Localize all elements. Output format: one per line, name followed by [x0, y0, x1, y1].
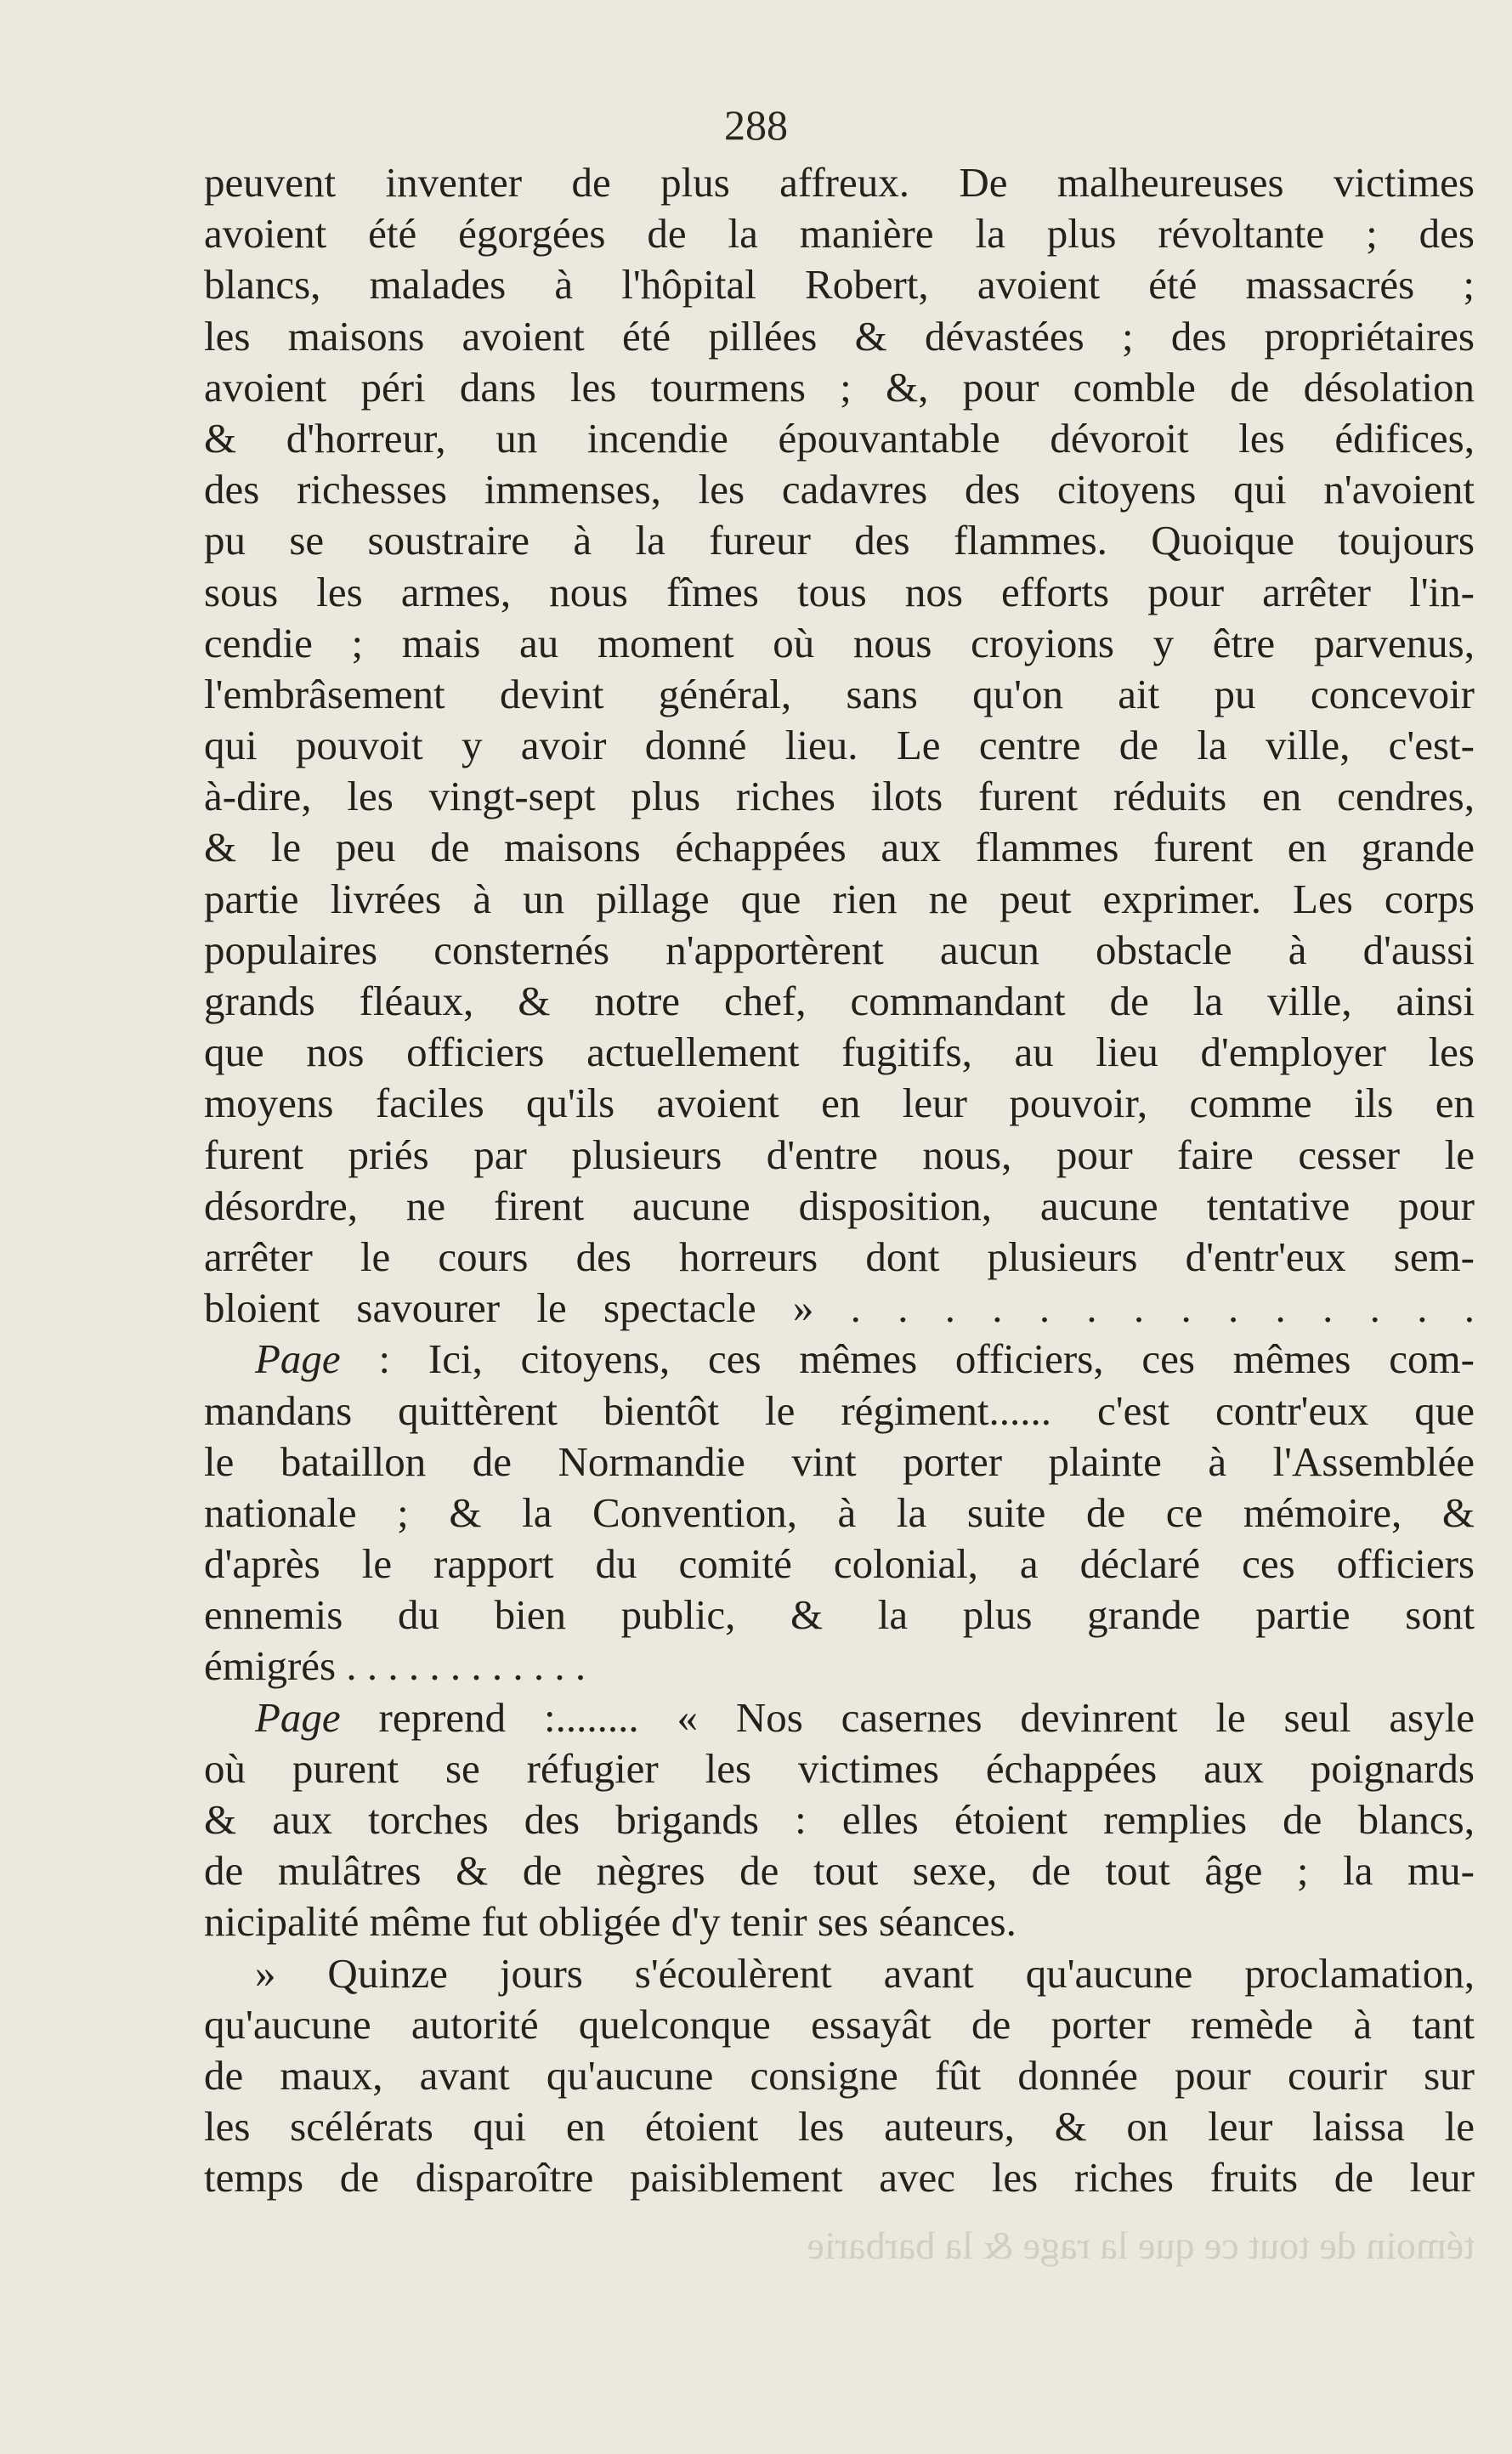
line-text: de mulâtres & de nègres de tout sexe, de tout âge ; la mu-	[204, 1847, 1475, 1895]
text-line	[204, 1130, 1475, 1181]
line-text: : Ici, citoyens, ces mêmes officiers, ces mêmes com-	[340, 1335, 1475, 1383]
line-text: les scélérats qui en étoient les auteurs, & on leur laissa le	[204, 2103, 1475, 2151]
line-text: & d'horreur, un incendie épouvantable dévoroit les édifices,	[204, 414, 1475, 462]
speaker-name: Page	[255, 1335, 341, 1383]
line-text: qui pouvoit y avoir donné lieu. Le centre de la ville, c'est-	[204, 722, 1475, 769]
line-text: le bataillon de Normandie vint porter plainte à l'Assemblée	[204, 1437, 1475, 1485]
text-line	[204, 771, 1475, 822]
text-line	[204, 1692, 1475, 1743]
text-line	[204, 1794, 1475, 1845]
text-line	[204, 157, 1475, 208]
text-line	[204, 1539, 1475, 1590]
text-line	[204, 208, 1475, 259]
line-text: nicipalité même fut obligée d'y tenir ses séances.	[204, 1898, 1016, 1946]
text-line	[204, 1181, 1475, 1232]
line-text: avoient péri dans les tourmens ; &, pour comble de désolation	[204, 363, 1475, 411]
line-text: temps de disparoître paisiblement avec les riches fruits de leur	[204, 2154, 1475, 2202]
text-line	[204, 1896, 1475, 1947]
text-line	[204, 1590, 1475, 1641]
text-line	[204, 464, 1475, 515]
text-line	[204, 1027, 1475, 1078]
text-line	[204, 2152, 1475, 2203]
line-text: émigrés . . . . . . . . . . . .	[204, 1642, 586, 1690]
line-text: grands fléaux, & notre chef, commandant de la ville, ainsi	[204, 978, 1475, 1024]
text-line	[204, 720, 1475, 771]
line-text: nationale ; & la Convention, à la suite de ce mémoire, &	[204, 1488, 1475, 1536]
text-line	[204, 1845, 1475, 1896]
text-line	[204, 567, 1475, 618]
text-line	[204, 618, 1475, 669]
line-text: l'embrâsement devint général, sans qu'on ait pu concevoir	[204, 670, 1475, 717]
body-text	[204, 157, 1475, 2204]
line-text: pu se soustraire à la fureur des flammes. Quoique toujours	[204, 517, 1475, 564]
text-line	[204, 1386, 1475, 1437]
text-line	[204, 1334, 1475, 1385]
text-line	[204, 1437, 1475, 1488]
text-line	[204, 311, 1475, 362]
line-text: les maisons avoient été pillées & dévastées ; des propriétaires	[204, 312, 1475, 360]
text-line	[204, 822, 1475, 873]
line-text: populaires consternés n'apportèrent aucun obstacle à d'aussi	[204, 926, 1475, 973]
text-line	[204, 259, 1475, 310]
line-text: moyens faciles qu'ils avoient en leur pouvoir, comme ils en	[204, 1080, 1475, 1127]
text-line	[204, 1078, 1475, 1129]
line-text: des richesses immenses, les cadavres des citoyens qui n'avoient	[204, 466, 1475, 513]
line-text: reprend :........ « Nos casernes devinrent le seul asyle	[340, 1693, 1475, 1741]
text-line	[204, 1641, 1475, 1692]
line-text: de maux, avant qu'aucune consigne fût donnée pour courir sur	[204, 2051, 1475, 2099]
text-line	[204, 413, 1475, 464]
text-line	[204, 2101, 1475, 2152]
page-number: 288	[724, 101, 788, 149]
text-line	[204, 362, 1475, 413]
text-line	[204, 1283, 1475, 1334]
line-text: & le peu de maisons échappées aux flammes furent en grande	[204, 824, 1475, 871]
text-line	[204, 515, 1475, 566]
line-text: peuvent inventer de plus affreux. De malheureuses victimes	[204, 159, 1475, 206]
line-text: sous les armes, nous fîmes tous nos efforts pour arrêter l'in-	[204, 568, 1475, 615]
line-text: qu'aucune autorité quelconque essayât de porter remède à tant	[204, 2000, 1475, 2048]
text-line	[204, 1232, 1475, 1283]
line-text: où purent se réfugier les victimes échappées aux poignards	[204, 1744, 1475, 1792]
speaker-name: Page	[255, 1693, 341, 1741]
line-text: d'après le rapport du comité colonial, a déclaré ces officiers	[204, 1540, 1475, 1588]
text-line	[204, 2050, 1475, 2101]
line-text: furent priés par plusieurs d'entre nous, pour faire cesser le	[204, 1131, 1475, 1178]
line-text: mandans quittèrent bientôt le régiment...... c'est contr'eux que	[204, 1386, 1475, 1434]
line-text: que nos officiers actuellement fugitifs, au lieu d'employer les	[204, 1029, 1475, 1076]
text-line	[204, 1948, 1475, 1999]
line-text: ennemis du bien public, & la plus grande partie sont	[204, 1591, 1475, 1639]
line-text: cendie ; mais au moment où nous croyions y être parvenus,	[204, 619, 1475, 666]
line-text: désordre, ne firent aucune disposition, aucune tentative pour	[204, 1182, 1475, 1229]
line-text: arrêter le cours des horreurs dont plusieurs d'entr'eux sem-	[204, 1233, 1475, 1280]
text-line	[204, 1488, 1475, 1539]
text-line	[204, 976, 1475, 1027]
text-line	[204, 1999, 1475, 2050]
line-text: & aux torches des brigands : elles étoient remplies de blancs,	[204, 1796, 1475, 1843]
text-line	[204, 925, 1475, 976]
line-text: blancs, malades à l'hôpital Robert, avoient été massacrés ;	[204, 261, 1475, 309]
line-text: à-dire, les vingt-sept plus riches ilots furent réduits en cendres,	[204, 773, 1475, 820]
line-text: partie livrées à un pillage que rien ne peut exprimer. Les corps	[204, 875, 1475, 922]
line-text: bloient savourer le spectacle » . . . . . . . . . . . . . .	[204, 1284, 1475, 1332]
text-line	[204, 874, 1475, 925]
text-line	[204, 669, 1475, 720]
line-text: » Quinze jours s'écoulèrent avant qu'aucune proclamation,	[255, 1949, 1475, 1997]
text-line	[204, 1743, 1475, 1794]
line-text: avoient été égorgées de la manière la plus révoltante ; des	[204, 210, 1475, 258]
bleed-through-text: témoin de tout ce que la rage & la barbarie	[807, 2224, 1475, 2267]
